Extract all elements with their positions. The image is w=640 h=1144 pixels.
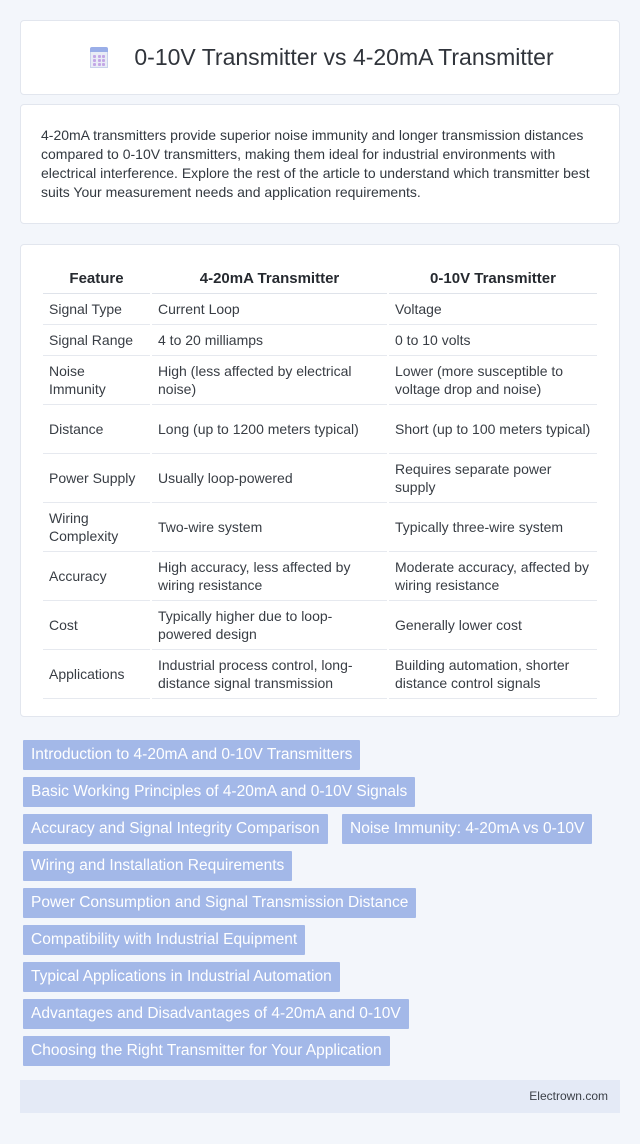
table-cell: Current Loop — [151, 293, 388, 324]
table-cell: Signal Range — [43, 324, 151, 355]
table-cell: Voltage — [388, 293, 597, 324]
table-row — [43, 293, 597, 324]
table-header-feature: Feature — [43, 265, 151, 293]
table-cell: Applications — [43, 649, 151, 698]
table-cell: Wiring Complexity — [43, 502, 151, 551]
table-row — [43, 551, 597, 600]
footer-site-name[interactable]: Electrown.com — [529, 1089, 608, 1103]
table-cell: Distance — [43, 404, 151, 453]
table-cell: High (less affected by electrical noise) — [151, 355, 388, 404]
table-cell: Power Supply — [43, 453, 151, 502]
table-header-row — [43, 265, 597, 293]
topic-link[interactable]: Power Consumption and Signal Transmission Distance — [23, 888, 416, 918]
table-cell: Typically higher due to loop-powered design — [151, 600, 388, 649]
topic-link[interactable]: Choosing the Right Transmitter for Your Application — [23, 1036, 390, 1066]
topic-link[interactable]: Advantages and Disadvantages of 4-20mA and 0-10V — [23, 999, 409, 1029]
title-card — [20, 20, 620, 95]
footer — [20, 1080, 620, 1113]
table-cell: Accuracy — [43, 551, 151, 600]
table-cell: Signal Type — [43, 293, 151, 324]
table-cell: Generally lower cost — [388, 600, 597, 649]
table-cell: Noise Immunity — [43, 355, 151, 404]
table-cell: Industrial process control, long-distance signal transmission — [151, 649, 388, 698]
table-row — [43, 355, 597, 404]
table-cell: Short (up to 100 meters typical) — [388, 404, 597, 453]
table-cell: Typically three-wire system — [388, 502, 597, 551]
table-cell: Long (up to 1200 meters typical) — [151, 404, 388, 453]
intro-card — [20, 104, 620, 224]
table-cell: Moderate accuracy, affected by wiring resistance — [388, 551, 597, 600]
table-row — [43, 404, 597, 453]
table-row — [43, 453, 597, 502]
intro-paragraph: 4-20mA transmitters provide superior noise immunity and longer transmission distances compared to 0-10V transmitters, making them ideal for industrial environments with electrical interference. Explore the rest of the article to understand which transmitter best suits Your measurement needs and application requirements. — [41, 127, 590, 200]
table-cell: Building automation, shorter distance control signals — [388, 649, 597, 698]
topic-link[interactable]: Compatibility with Industrial Equipment — [23, 925, 305, 955]
table-row — [43, 324, 597, 355]
table-row — [43, 649, 597, 698]
table-cell: Requires separate power supply — [388, 453, 597, 502]
page-title: 0-10V Transmitter vs 4-20mA Transmitter — [134, 44, 554, 70]
topic-link[interactable]: Basic Working Principles of 4-20mA and 0-10V Signals — [23, 777, 415, 807]
table-header-4-20ma: 4-20mA Transmitter — [151, 265, 388, 293]
table-cell: 0 to 10 volts — [388, 324, 597, 355]
comparison-table — [43, 265, 597, 699]
topic-link[interactable]: Accuracy and Signal Integrity Comparison — [23, 814, 328, 844]
calendar-icon — [86, 45, 112, 71]
table-header-0-10v: 0-10V Transmitter — [388, 265, 597, 293]
topic-link[interactable]: Wiring and Installation Requirements — [23, 851, 292, 881]
table-row — [43, 600, 597, 649]
comparison-table-card — [20, 244, 620, 717]
table-cell: Two-wire system — [151, 502, 388, 551]
topic-link[interactable]: Typical Applications in Industrial Automation — [23, 962, 340, 992]
topic-link[interactable]: Noise Immunity: 4-20mA vs 0-10V — [342, 814, 592, 844]
table-cell: Lower (more susceptible to voltage drop and noise) — [388, 355, 597, 404]
table-cell: High accuracy, less affected by wiring resistance — [151, 551, 388, 600]
table-row — [43, 502, 597, 551]
table-cell: Usually loop-powered — [151, 453, 388, 502]
topic-link[interactable]: Introduction to 4-20mA and 0-10V Transmitters — [23, 740, 360, 770]
table-cell: 4 to 20 milliamps — [151, 324, 388, 355]
table-cell: Cost — [43, 600, 151, 649]
